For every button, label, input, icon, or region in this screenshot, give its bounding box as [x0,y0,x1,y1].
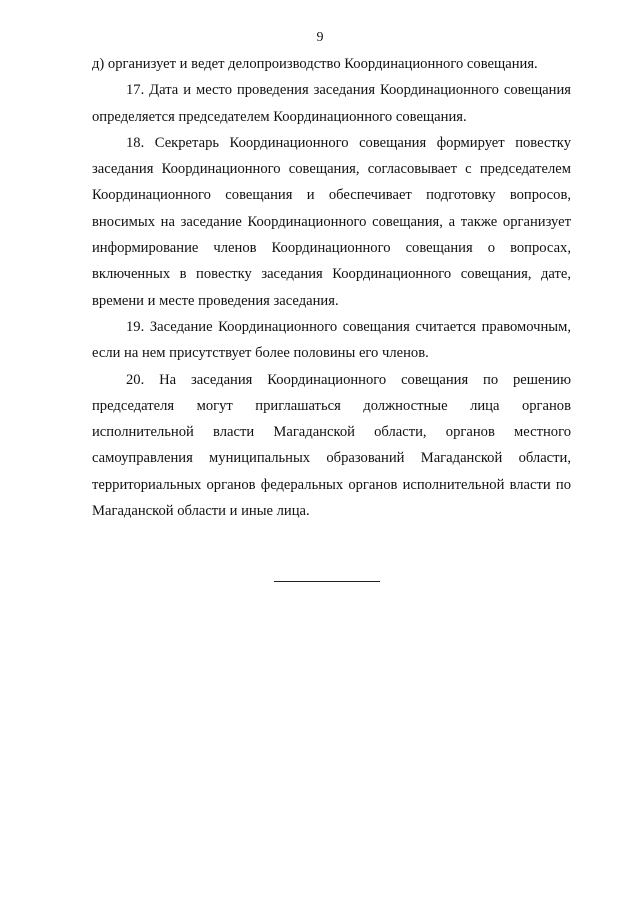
paragraph-20: 20. На заседания Координационного совещания по решению председателя могут приглашаться должностные лица органов исполнительной власти Магаданской области, органов местного самоуправления муниципальных образований Магаданской области, территориальных органов федеральных органов исполнительной власти по Магаданской области и иные лица. [92,371,571,520]
page-number: 9 [316,30,324,45]
document-body [92,51,571,524]
end-divider-line [274,581,380,582]
paragraph-19: 19. Заседание Координационного совещания считается правомочным, если на нем присутствует более половины его членов. [92,318,571,362]
paragraph-17: 17. Дата и место проведения заседания Координационного совещания определяется председателем Координационного совещания. [92,82,571,125]
paragraph-item-d: д) организует и ведет делопроизводство Координационного совещания. [92,56,538,72]
paragraph-18: 18. Секретарь Координационного совещания формирует повестку заседания Координационного совещания, согласовывает с председателем Координационного совещания и обеспечивает подготовку вопросов, вносимых на заседание Координационного совещания, а также организует информирование членов Координационного совещания о вопросах, включенных в повестку заседания Координационного совещания, дате, времени и месте проведения заседания. [92,134,571,309]
